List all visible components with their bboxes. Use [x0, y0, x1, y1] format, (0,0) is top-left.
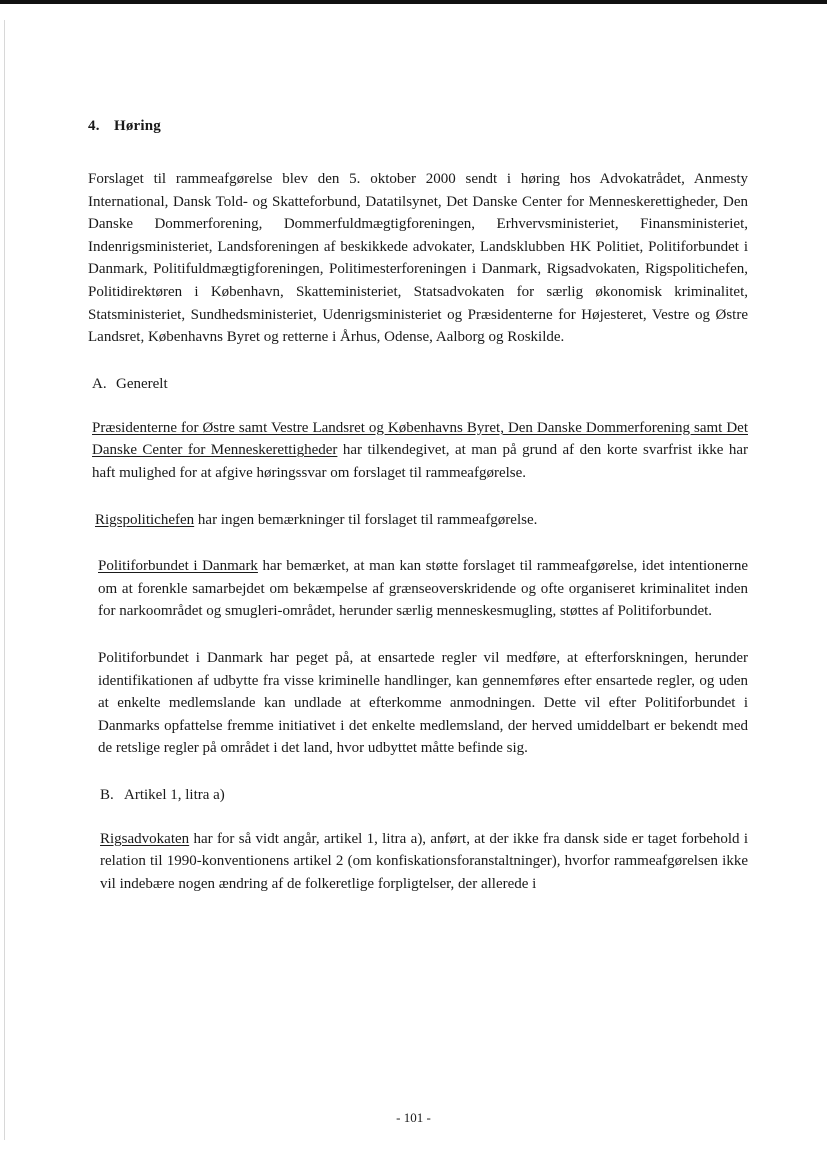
paragraph-a4 [88, 647, 748, 760]
section-number: 4. [88, 118, 100, 134]
subheading-b [88, 784, 748, 806]
scan-top-edge [0, 0, 827, 4]
scan-left-edge [4, 20, 5, 1140]
paragraph-a1-text [92, 417, 748, 485]
paragraph-a1 [88, 417, 748, 485]
paragraph-a2-body: har ingen bemærkninger til forslaget til rammeafgørelse. [194, 511, 538, 528]
intro-text: Forslaget til rammeafgørelse blev den 5. oktober 2000 sendt i høring hos Advokatrådet, Anmesty International, Dansk Told- og Skatteforbund, Datatilsynet, Det Danske Center for Menneskerettigheder, Den Danske Dommerforening, Dommerfuldmægtigforeningen, Erhvervsministeriet, Finansministeriet, Indenrigsministeriet, Landsforeningen af beskikkede advokater, Landsklubben HK Politiet, Politiforbundet i Danmark, Politifuldmægtigforeningen, Politimesterforeningen i Danmark, Rigsadvokaten, Rigspolitichefen, Politidirektøren i København, Skatteministeriet, Statsadvokaten for særlig økonomisk kriminalitet, Statsministeriet, Sundhedsministeriet, Udenrigsministeriet og Præsidenterne for Højesteret, Vestre og Østre Landsret, Københavns Byret og retterne i Århus, Odense, Aalborg og Roskilde. [88, 171, 748, 346]
subheading-b-letter: B. [100, 786, 114, 803]
paragraph-a3-text [98, 555, 748, 623]
paragraph-a4-text: Politiforbundet i Danmark har peget på, at ensartede regler vil medføre, at efterforskningen, herunder identifikationen af udbytte fra visse kriminelle handlinger, kan gennemføres efter ensartede regler, og uden at enkelte medlemslande kan undlade at efterkomme anmodningen. Dette vil efter Politiforbundet i Danmarks opfattelse fremme initiativet i det enkelte medlemsland, der herved umiddelbart er bekendt med de retslige regler på området i det land, hvor udbyttet måtte befinde sig. [98, 649, 748, 757]
page-number: - 101 - [396, 1110, 431, 1125]
paragraph-b1 [88, 828, 748, 896]
paragraph-a1-body: har tilkendegivet, at man på grund af den korte svarfrist ikke har haft mulighed for at afgive høringssvar om forslaget til rammeafgørelse. [92, 442, 748, 481]
section-heading [88, 118, 748, 135]
paragraph-b1-body: har for så vidt angår, artikel 1, litra a), anført, at der ikke fra dansk side er taget forbehold i relation til 1990-konventionens artikel 2 (om konfiskationsforanstaltninger), hvorfor rammeafgørelsen ikke vil indebære nogen ændring af de folkeretlige forpligtelser, der allerede i [100, 830, 748, 893]
paragraph-a1-subject: Præsidenterne for Østre samt Vestre Landsret og Københavns Byret, Den Danske Dommerforening samt Det Danske Center for Menneskerettigheder [92, 419, 748, 459]
subheading-a-letter: A. [92, 375, 107, 392]
paragraph-b1-subject: Rigsadvokaten [100, 830, 190, 847]
paragraph-a2 [88, 509, 748, 532]
paragraph-a3-body: har bemærket, at man kan støtte forslaget til rammeafgørelse, idet intentionerne om at forenkle samarbejdet om bekæmpelse af grænseoverskridende og ofte organiseret kriminalitet inden for narkoområdet og smugleri-området, herunder særlig menneskesmugling, støttes af Politiforbundet. [98, 558, 748, 620]
paragraph-a3-subject: Politiforbundet i Danmark [98, 558, 258, 575]
section-title: Høring [113, 118, 161, 134]
intro-paragraph [88, 168, 748, 349]
paragraph-b1-text [100, 828, 748, 896]
subheading-b-title: Artikel 1, litra a) [124, 786, 225, 803]
document-page [88, 118, 748, 920]
subheading-a [88, 373, 748, 395]
paragraph-a3 [88, 555, 748, 623]
paragraph-a2-text [95, 509, 748, 532]
paragraph-a2-subject: Rigspolitichefen [95, 511, 195, 528]
subheading-a-title: Generelt [116, 375, 168, 392]
